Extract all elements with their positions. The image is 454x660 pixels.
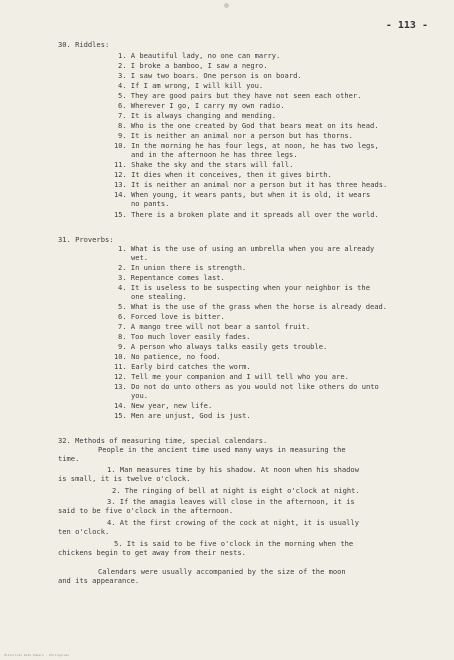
list-item-continuation: and in the afternoon he has three legs.: [131, 150, 298, 159]
list-item: 3. If the amagia leaves will close in the afternoon, it is: [107, 497, 355, 506]
list-item: 14. When young, it wears pants, but when it is old, it wears: [114, 190, 371, 199]
archive-footer: Historical Data Papers - Philippines: [4, 653, 70, 657]
list-item: 3. Repentance comes last.: [118, 273, 225, 282]
list-item: 8. Who is the one created by God that bears meat on its head.: [118, 121, 379, 130]
list-item: 10. In the morning he has four legs, at noon, he has two legs,: [114, 141, 379, 150]
list-item-continuation: is small, it is twelve o'clock.: [58, 474, 191, 483]
list-item: 7. A mango tree will not bear a santol fruit.: [118, 322, 311, 331]
paragraph-line: time.: [58, 454, 80, 463]
section-heading: 31. Proverbs:: [58, 235, 114, 244]
paragraph-line: Calendars were usually accompanied by the size of the moon: [98, 567, 346, 576]
list-item: 11. Early bird catches the worm.: [114, 362, 251, 371]
list-item: 7. It is always changing and mending.: [118, 111, 277, 120]
list-item: 2. In union there is strength.: [118, 263, 247, 272]
list-item: 11. Shake the sky and the stars will fall.: [114, 160, 294, 169]
list-item: 4. At the first crowing of the cock at night, it is usually: [107, 518, 359, 527]
list-item: 13. Do not do unto others as you would not like others do unto: [114, 382, 379, 391]
section-heading: 32. Methods of measuring time, special calendars.: [58, 436, 268, 445]
list-item: 12. It dies when it conceives, then it gives birth.: [114, 170, 332, 179]
list-item-continuation: no pants.: [131, 199, 170, 208]
list-item: 3. I saw two boars. One person is on board.: [118, 71, 302, 80]
paragraph-line: People in the ancient time used many ways in measuring the: [98, 445, 346, 454]
list-item: 9. It is neither an animal nor a person but has thorns.: [118, 131, 353, 140]
list-item-continuation: one stealing.: [131, 292, 187, 301]
list-item-continuation: ten o'clock.: [58, 527, 110, 536]
list-item: 6. Wherever I go, I carry my own radio.: [118, 101, 285, 110]
list-item: 4. It is useless to be suspecting when your neighbor is the: [118, 283, 370, 292]
list-item-continuation: said to be five o'clock in the afternoon.: [58, 506, 234, 515]
list-item: 15. There is a broken plate and it spreads all over the world.: [114, 210, 379, 219]
list-item-continuation: you.: [131, 391, 149, 400]
list-item: 13. It is neither an animal nor a person but it has three heads.: [114, 180, 388, 189]
list-item: 5. What is the use of the grass when the horse is already dead.: [118, 302, 388, 311]
list-item: 1. A beautiful lady, no one can marry.: [118, 51, 281, 60]
list-item: 5. It is said to be five o'clock in the morning when the: [114, 539, 354, 548]
list-item: 1. What is the use of using an umbrella when you are already: [118, 244, 375, 253]
list-item: 5. They are good pairs but they have not seen each other.: [118, 91, 362, 100]
section-heading: 30. Riddles:: [58, 40, 110, 49]
list-item: 4. If I am wrong, I will kill you.: [118, 81, 264, 90]
list-item: 9. A person who always talks easily gets trouble.: [118, 342, 328, 351]
punch-hole: [224, 3, 229, 8]
list-item: 10. No patience, no food.: [114, 352, 221, 361]
list-item: 2. I broke a bamboo, I saw a negro.: [118, 61, 268, 70]
list-item: 1. Man measures time by his shadow. At noon when his shadow: [107, 465, 359, 474]
list-item: 15. Men are unjust, God is just.: [114, 411, 251, 420]
list-item: 6. Forced love is bitter.: [118, 312, 225, 321]
list-item: 2. The ringing of bell at night is eight o'clock at night.: [112, 486, 360, 495]
list-item-continuation: chickens begin to get away from their nests.: [58, 548, 246, 557]
paragraph-line: and its appearance.: [58, 576, 140, 585]
list-item-continuation: wet.: [131, 253, 149, 262]
page-number: - 113 -: [385, 20, 428, 31]
list-item: 14. New year, new life.: [114, 401, 213, 410]
list-item: 8. Too much lover easily fades.: [118, 332, 251, 341]
list-item: 12. Tell me your companion and I will tell who you are.: [114, 372, 349, 381]
